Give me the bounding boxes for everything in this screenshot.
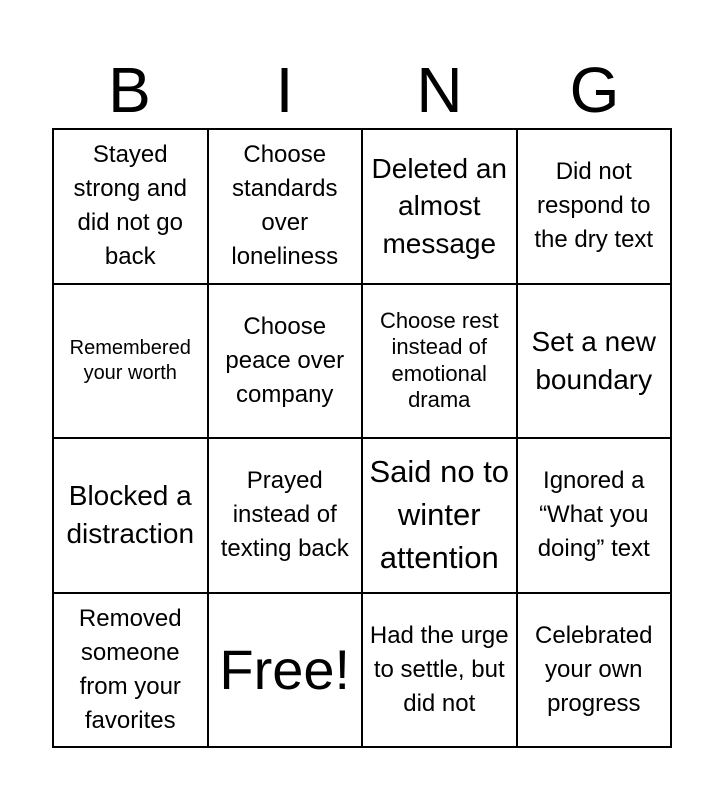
cell-text: Remembered your worth: [69, 336, 191, 384]
header-letter-b: B: [108, 54, 151, 126]
cell-text: Choose standards over loneliness: [231, 141, 339, 271]
bingo-cell-r1c2[interactable]: [208, 129, 363, 284]
bingo-cell-r2c3[interactable]: [362, 284, 517, 439]
cell-text: Blocked a distraction: [66, 480, 195, 550]
cell-text: Stayed strong and did not go back: [73, 141, 187, 271]
bingo-cell-r4c3[interactable]: [362, 593, 517, 748]
bingo-cell-free[interactable]: [208, 593, 363, 748]
cell-text: Did not respond to the dry text: [534, 158, 654, 254]
cell-text: Choose rest instead of emotional drama: [379, 307, 499, 413]
cell-text: Had the urge to settle, but did not: [369, 621, 509, 717]
bingo-cell-r3c3[interactable]: [362, 438, 517, 593]
bingo-cell-r1c3[interactable]: [362, 129, 517, 284]
bingo-cell-r2c2[interactable]: [208, 284, 363, 439]
bingo-grid: [52, 128, 672, 748]
bingo-cell-r4c4[interactable]: [517, 593, 672, 748]
bingo-header: [52, 52, 672, 128]
bingo-cell-r3c2[interactable]: [208, 438, 363, 593]
bingo-cell-r1c4[interactable]: [517, 129, 672, 284]
bingo-cell-r3c1[interactable]: [53, 438, 208, 593]
cell-text: Deleted an almost message: [371, 152, 507, 260]
cell-text: Choose peace over company: [225, 312, 345, 408]
cell-text: Set a new boundary: [531, 325, 657, 395]
cell-text: Celebrated your own progress: [535, 621, 653, 717]
cell-text: Removed someone from your favorites: [78, 604, 182, 734]
bingo-cell-r4c1[interactable]: [53, 593, 208, 748]
header-letter-n: N: [416, 54, 463, 126]
free-space-text: Free!: [219, 637, 351, 701]
bingo-cell-r2c4[interactable]: [517, 284, 672, 439]
bingo-cell-r3c4[interactable]: [517, 438, 672, 593]
bingo-cell-r2c1[interactable]: [53, 284, 208, 439]
cell-text: Said no to winter attention: [369, 454, 510, 575]
header-letter-i: I: [275, 54, 294, 126]
bingo-cell-r1c1[interactable]: [53, 129, 208, 284]
cell-text: Prayed instead of texting back: [220, 467, 349, 563]
cell-text: Ignored a “What you doing” text: [537, 467, 650, 563]
header-letter-g: G: [569, 54, 620, 126]
